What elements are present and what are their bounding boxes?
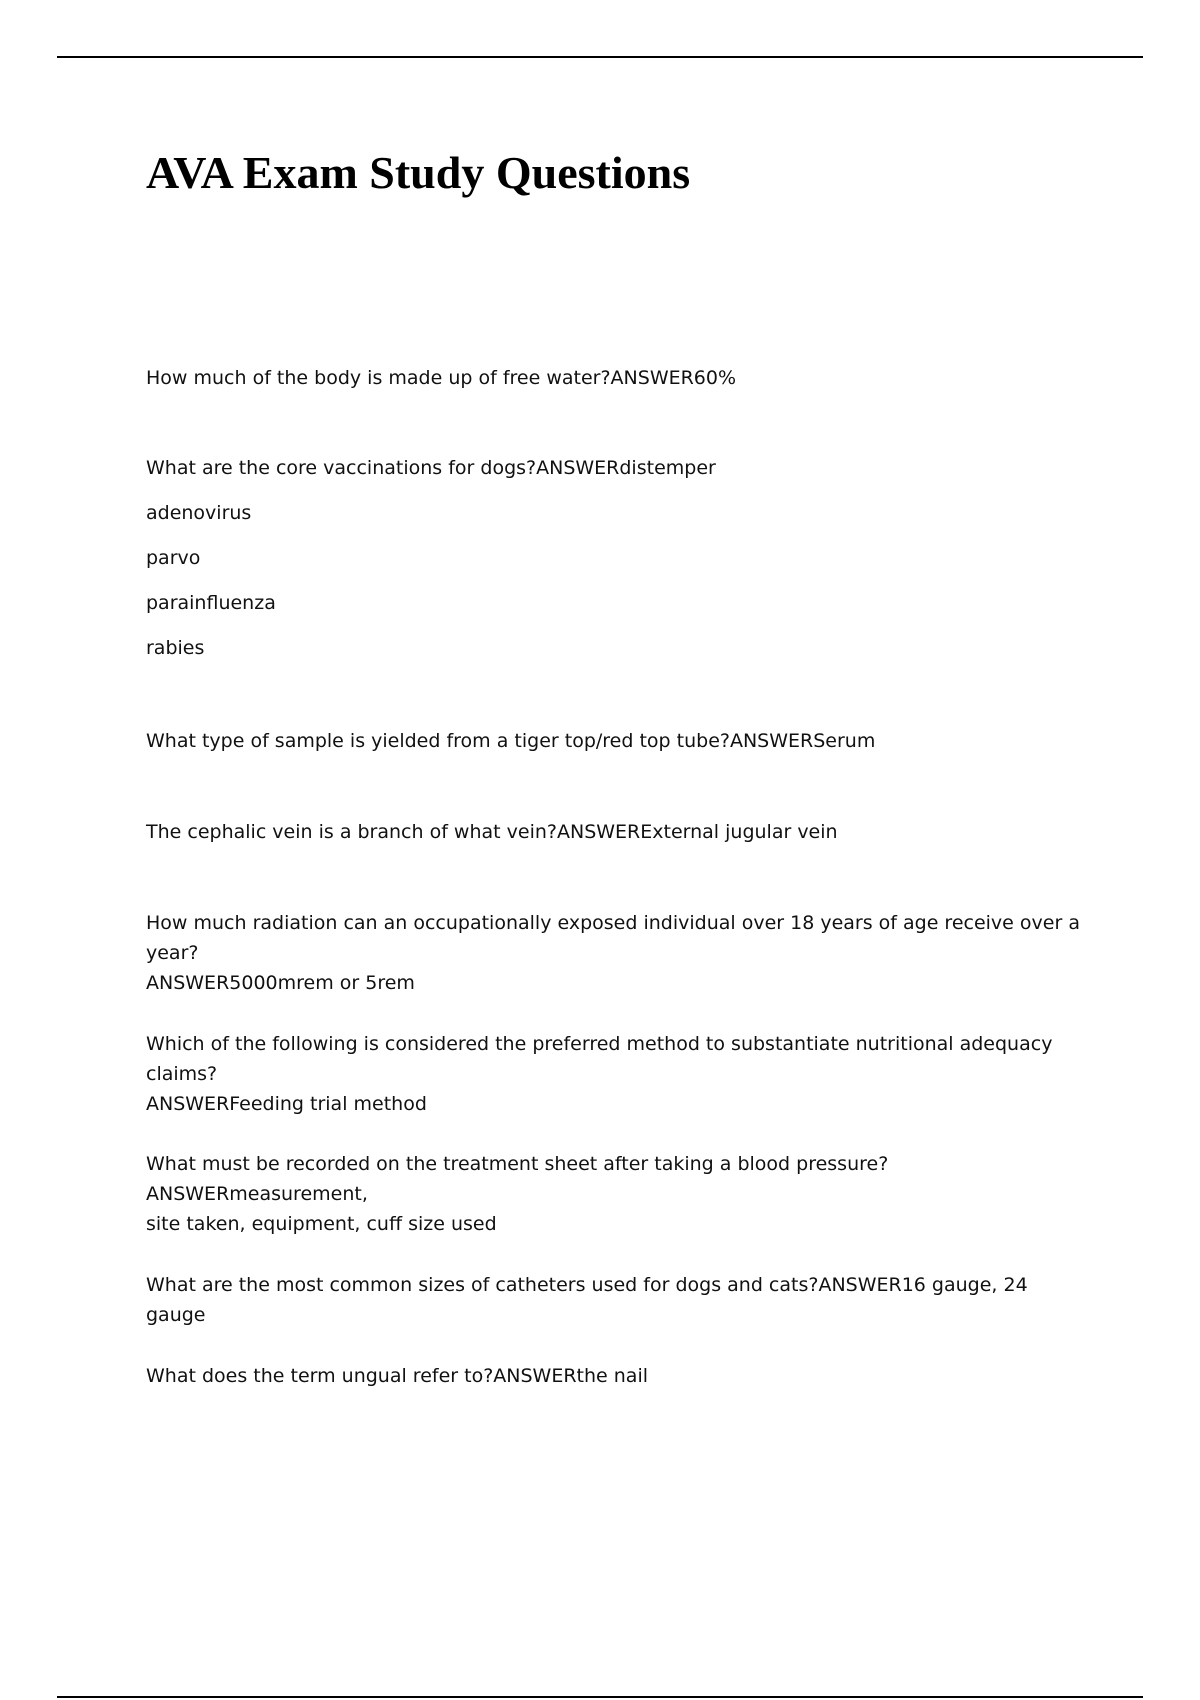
qa-item-5 xyxy=(146,908,1086,998)
qa-line: ANSWERFeeding trial method xyxy=(146,1093,427,1115)
qa-item-2 xyxy=(146,453,1086,663)
qa-extra-line: adenovirus xyxy=(146,502,252,524)
qa-line: The cephalic vein is a branch of what vein?ANSWERExternal jugular vein xyxy=(146,821,838,843)
qa-item-6 xyxy=(146,1029,1086,1119)
qa-line: What does the term ungual refer to?ANSWERthe nail xyxy=(146,1365,649,1387)
qa-extra-line: rabies xyxy=(146,637,205,659)
qa-extra-line: parvo xyxy=(146,547,201,569)
qa-line: What are the core vaccinations for dogs?ANSWERdistemper xyxy=(146,457,716,479)
qa-line: How much of the body is made up of free water?ANSWER60% xyxy=(146,367,737,389)
qa-line: What are the most common sizes of catheters used for dogs and cats?ANSWER16 gauge, 24 gauge xyxy=(146,1274,1028,1326)
qa-line: What must be recorded on the treatment sheet after taking a blood pressure?ANSWERmeasurement, xyxy=(146,1153,889,1205)
bottom-rule xyxy=(57,1696,1143,1698)
qa-extra-line: parainfluenza xyxy=(146,592,276,614)
qa-item-3 xyxy=(146,726,1086,756)
qa-item-7 xyxy=(146,1149,1086,1239)
qa-item-4 xyxy=(146,817,1086,847)
qa-line: How much radiation can an occupationally exposed individual over 18 years of age receive over a year? xyxy=(146,912,1080,964)
qa-line: Which of the following is considered the preferred method to substantiate nutritional adequacy claims? xyxy=(146,1033,1053,1085)
qa-item-1 xyxy=(146,363,1086,393)
qa-line: site taken, equipment, cuff size used xyxy=(146,1213,497,1235)
qa-item-8 xyxy=(146,1270,1086,1330)
qa-line: ANSWER5000mrem or 5rem xyxy=(146,972,415,994)
qa-line: What type of sample is yielded from a tiger top/red top tube?ANSWERSerum xyxy=(146,730,876,752)
document-title: AVA Exam Study Questions xyxy=(146,147,691,198)
qa-item-9 xyxy=(146,1361,1086,1391)
top-rule xyxy=(57,56,1143,58)
